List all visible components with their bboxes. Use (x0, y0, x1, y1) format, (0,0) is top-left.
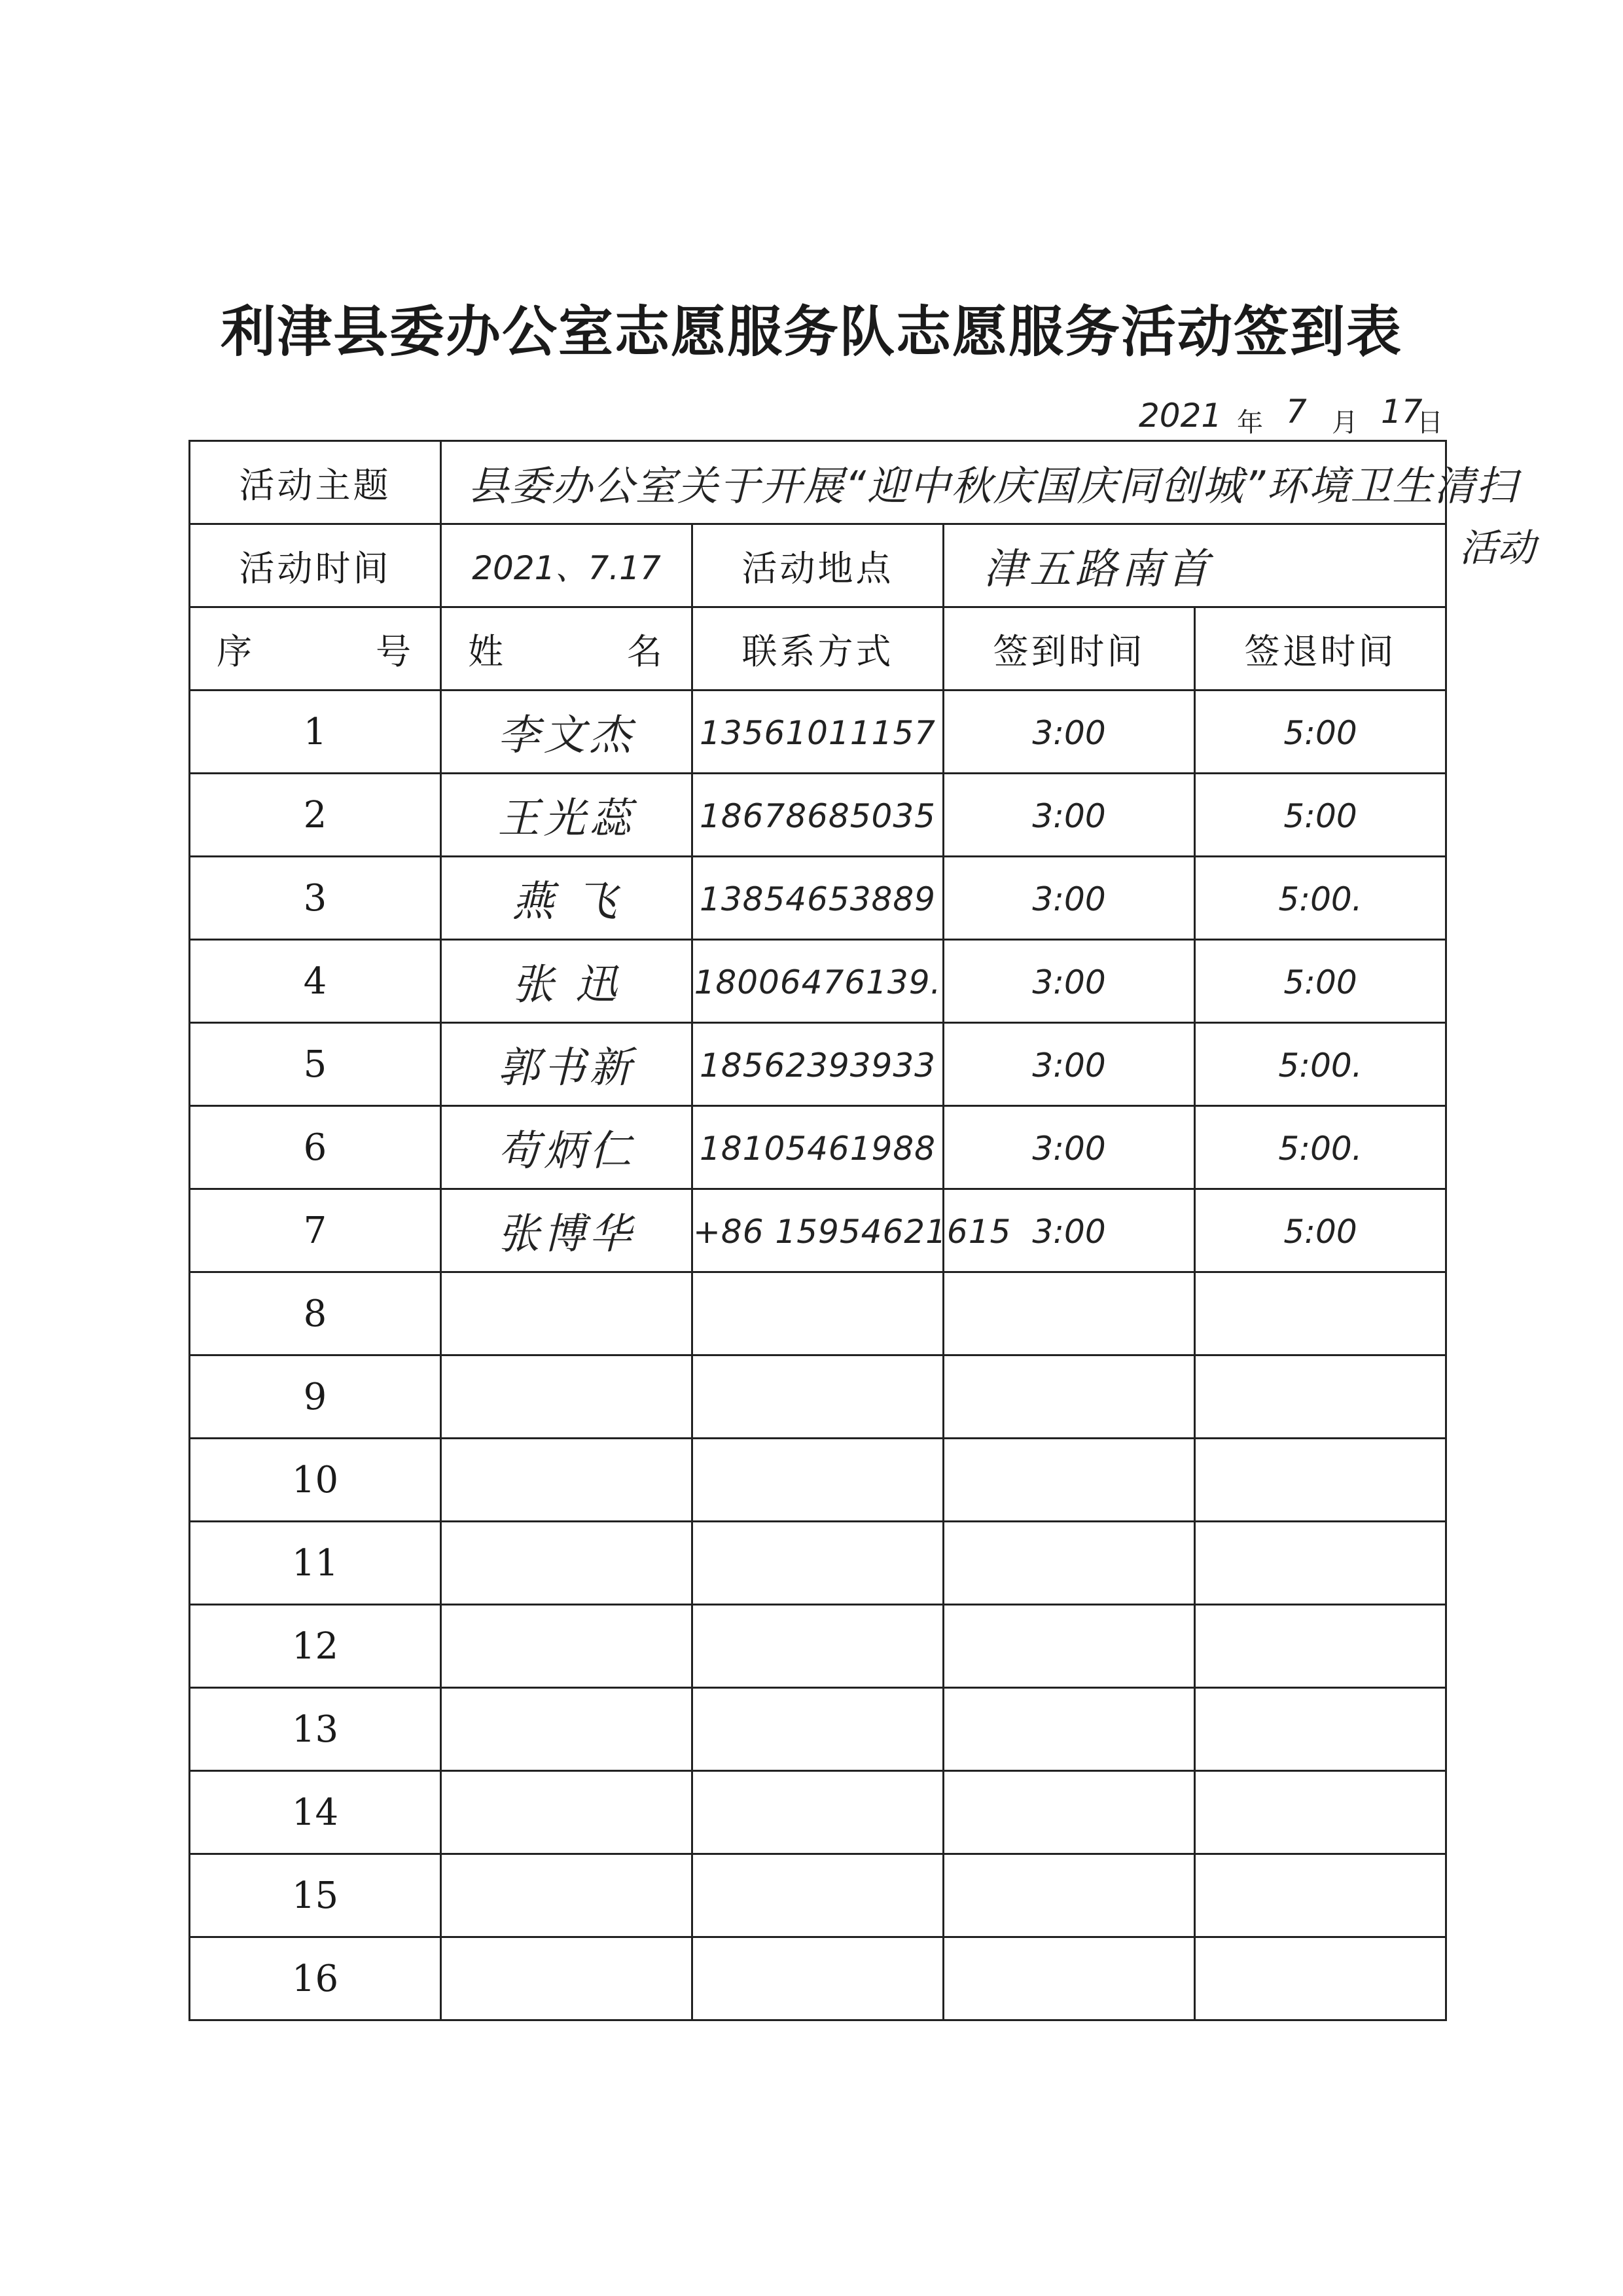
header-seq-a: 序 (217, 630, 255, 672)
row-phone-cell (692, 691, 944, 774)
row-phone: +86 15954621615 (693, 1212, 1012, 1251)
header-row (190, 607, 1446, 691)
row-checkout-cell (1195, 1106, 1446, 1189)
row-checkin: 3:00 (1032, 963, 1106, 1001)
table-row (190, 1937, 1446, 2020)
row-phone: 18562393933 (700, 1046, 936, 1085)
row-name-cell (441, 1023, 692, 1106)
row-checkout-cell (1195, 1937, 1446, 2020)
row-number-cell (190, 857, 441, 940)
table-row (190, 857, 1446, 940)
row-checkout-cell (1195, 691, 1446, 774)
table-row (190, 1771, 1446, 1854)
table-row (190, 691, 1446, 774)
date-day: 17 (1381, 393, 1423, 431)
date-year: 2021 (1139, 397, 1222, 435)
theme-row (190, 441, 1446, 524)
header-seq (190, 607, 441, 691)
header-contact: 联系方式 (692, 607, 944, 691)
row-phone-cell (692, 1771, 944, 1854)
time-value: 2021、7.17 (472, 549, 661, 587)
header-checkout: 签退时间 (1195, 607, 1446, 691)
table-row (190, 1023, 1446, 1106)
row-checkin-cell (944, 691, 1195, 774)
row-name-cell (441, 1937, 692, 2020)
row-number: 12 (291, 1624, 339, 1668)
place-value: 津五路南首 (984, 545, 1213, 594)
row-checkout: 5:00. (1278, 1129, 1363, 1168)
row-checkin-cell (944, 1106, 1195, 1189)
row-checkin-cell (944, 940, 1195, 1023)
row-checkout-cell (1195, 1854, 1446, 1937)
row-checkin: 3:00 (1032, 1212, 1106, 1251)
table-row (190, 1106, 1446, 1189)
row-number-cell (190, 774, 441, 857)
row-checkin-cell (944, 1937, 1195, 2020)
row-name-cell (441, 1522, 692, 1605)
row-checkout-cell (1195, 1355, 1446, 1439)
row-phone-cell (692, 1355, 944, 1439)
table-row (190, 1688, 1446, 1771)
table-row (190, 1355, 1446, 1439)
row-number: 9 (303, 1375, 327, 1418)
row-checkout-cell (1195, 1023, 1446, 1106)
row-phone-cell (692, 940, 944, 1023)
header-checkin: 签到时间 (944, 607, 1195, 691)
row-name: 张 迅 (512, 961, 621, 1009)
row-phone-cell (692, 1937, 944, 2020)
row-phone-cell (692, 1439, 944, 1522)
row-number: 5 (303, 1043, 327, 1086)
row-number-cell (190, 1688, 441, 1771)
row-name-cell (441, 940, 692, 1023)
row-number: 13 (291, 1708, 339, 1751)
row-checkin-cell (944, 1854, 1195, 1937)
row-number-cell (190, 1937, 441, 2020)
row-checkout: 5:00 (1283, 1212, 1357, 1251)
place-value-cell (944, 524, 1446, 607)
theme-value-cell (441, 441, 1518, 524)
row-number: 10 (291, 1458, 339, 1501)
place-label: 活动地点 (692, 524, 944, 607)
row-phone-cell (692, 1854, 944, 1937)
row-number-cell (190, 691, 441, 774)
row-number-cell (190, 1522, 441, 1605)
row-checkin-cell (944, 1355, 1195, 1439)
row-phone-cell (692, 1272, 944, 1355)
row-number: 14 (291, 1791, 339, 1834)
row-number-cell (190, 1439, 441, 1522)
row-number: 16 (291, 1957, 339, 2000)
row-name-cell (441, 1355, 692, 1439)
row-number: 7 (303, 1209, 327, 1252)
row-number: 3 (303, 876, 327, 920)
row-phone: 13561011157 (700, 713, 936, 752)
row-name: 张博华 (497, 1210, 635, 1259)
row-number: 11 (291, 1541, 339, 1585)
row-phone-cell (692, 774, 944, 857)
row-phone: 13854653889 (700, 880, 936, 918)
row-phone: 18105461988 (700, 1129, 936, 1168)
row-checkin-cell (944, 774, 1195, 857)
theme-value: 县委办公室关于开展“迎中秋庆国庆同创城”环境卫生清扫 (468, 461, 1518, 510)
row-name-cell (441, 1854, 692, 1937)
row-name-cell (441, 1272, 692, 1355)
time-label: 活动时间 (190, 524, 441, 607)
theme-overflow: 活动 (1459, 526, 1536, 570)
table-row (190, 940, 1446, 1023)
row-checkout: 5:00 (1283, 713, 1357, 752)
header-name (441, 607, 692, 691)
row-name-cell (441, 1688, 692, 1771)
row-number-cell (190, 1023, 441, 1106)
row-name: 王光蕊 (497, 795, 635, 843)
row-number: 1 (303, 710, 327, 753)
row-number-cell (190, 1272, 441, 1355)
date-month-label: 月 (1332, 408, 1358, 438)
row-phone-cell (692, 1522, 944, 1605)
table-row (190, 1522, 1446, 1605)
row-phone: 18006476139. (694, 963, 942, 1001)
row-name-cell (441, 1106, 692, 1189)
row-checkin-cell (944, 1688, 1195, 1771)
row-checkin: 3:00 (1032, 1129, 1106, 1168)
row-checkin: 3:00 (1032, 797, 1106, 835)
row-number: 8 (303, 1292, 327, 1335)
row-checkout-cell (1195, 1688, 1446, 1771)
row-checkin-cell (944, 1439, 1195, 1522)
row-number: 2 (303, 793, 327, 836)
row-name: 李文杰 (497, 711, 635, 760)
sign-in-table (188, 440, 1518, 2021)
row-checkout: 5:00. (1278, 880, 1363, 918)
header-seq-b: 号 (376, 630, 414, 672)
row-name: 郭书新 (497, 1044, 635, 1092)
row-name-cell (441, 1439, 692, 1522)
row-name-cell (441, 857, 692, 940)
row-number-cell (190, 1854, 441, 1937)
row-checkout-cell (1195, 857, 1446, 940)
header-name-a: 姓 (468, 630, 506, 672)
row-checkin: 3:00 (1032, 1046, 1106, 1085)
row-name-cell (441, 1189, 692, 1272)
row-checkin-cell (944, 1272, 1195, 1355)
row-checkout: 5:00. (1278, 1046, 1363, 1085)
row-checkin-cell (944, 1023, 1195, 1106)
table-row (190, 1272, 1446, 1355)
row-checkout-cell (1195, 1272, 1446, 1355)
row-number-cell (190, 1106, 441, 1189)
form-title: 利津县委办公室志愿服务队志愿服务活动签到表 (220, 300, 1402, 364)
table-row (190, 774, 1446, 857)
table-row (190, 1439, 1446, 1522)
row-checkin-cell (944, 1522, 1195, 1605)
row-name: 燕 飞 (512, 878, 621, 926)
row-name-cell (441, 691, 692, 774)
row-checkin-cell (944, 1771, 1195, 1854)
row-name: 苟炳仁 (497, 1127, 635, 1175)
header-name-b: 名 (627, 630, 665, 672)
row-number: 4 (303, 960, 327, 1003)
date-year-label: 年 (1237, 408, 1263, 438)
row-phone: 18678685035 (700, 797, 936, 835)
row-checkin-cell (944, 1605, 1195, 1688)
row-number-cell (190, 940, 441, 1023)
row-phone-cell (692, 1605, 944, 1688)
row-checkout-cell (1195, 1605, 1446, 1688)
row-phone-cell (692, 1688, 944, 1771)
row-checkout-cell (1195, 940, 1446, 1023)
row-phone-cell (692, 1023, 944, 1106)
date-day-label: 日 (1417, 408, 1443, 438)
form-date (1139, 393, 1466, 439)
row-phone-cell (692, 1189, 1012, 1272)
row-checkout-cell (1195, 774, 1446, 857)
row-number-cell (190, 1189, 441, 1272)
row-number: 15 (291, 1874, 339, 1917)
table-row (190, 1854, 1446, 1937)
date-month: 7 (1286, 393, 1307, 431)
row-checkout: 5:00 (1283, 797, 1357, 835)
row-checkout-cell (1195, 1771, 1446, 1854)
row-name-cell (441, 1605, 692, 1688)
row-checkout-cell (1195, 1439, 1446, 1522)
row-number: 6 (303, 1126, 327, 1169)
theme-label: 活动主题 (190, 441, 441, 524)
row-checkin-cell (944, 857, 1195, 940)
time-value-cell (441, 524, 692, 607)
row-checkin: 3:00 (1032, 880, 1106, 918)
row-name-cell (441, 1771, 692, 1854)
time-place-row (190, 524, 1446, 607)
row-checkin: 3:00 (1032, 713, 1106, 752)
row-number-cell (190, 1771, 441, 1854)
row-checkin-cell (944, 1189, 1195, 1272)
row-number-cell (190, 1605, 441, 1688)
row-name-cell (441, 774, 692, 857)
row-checkout-cell (1195, 1522, 1446, 1605)
table-row (190, 1605, 1446, 1688)
row-checkout: 5:00 (1283, 963, 1357, 1001)
row-phone-cell (692, 1106, 944, 1189)
row-number-cell (190, 1355, 441, 1439)
row-checkout-cell (1195, 1189, 1446, 1272)
table-row (190, 1189, 1446, 1272)
row-phone-cell (692, 857, 944, 940)
